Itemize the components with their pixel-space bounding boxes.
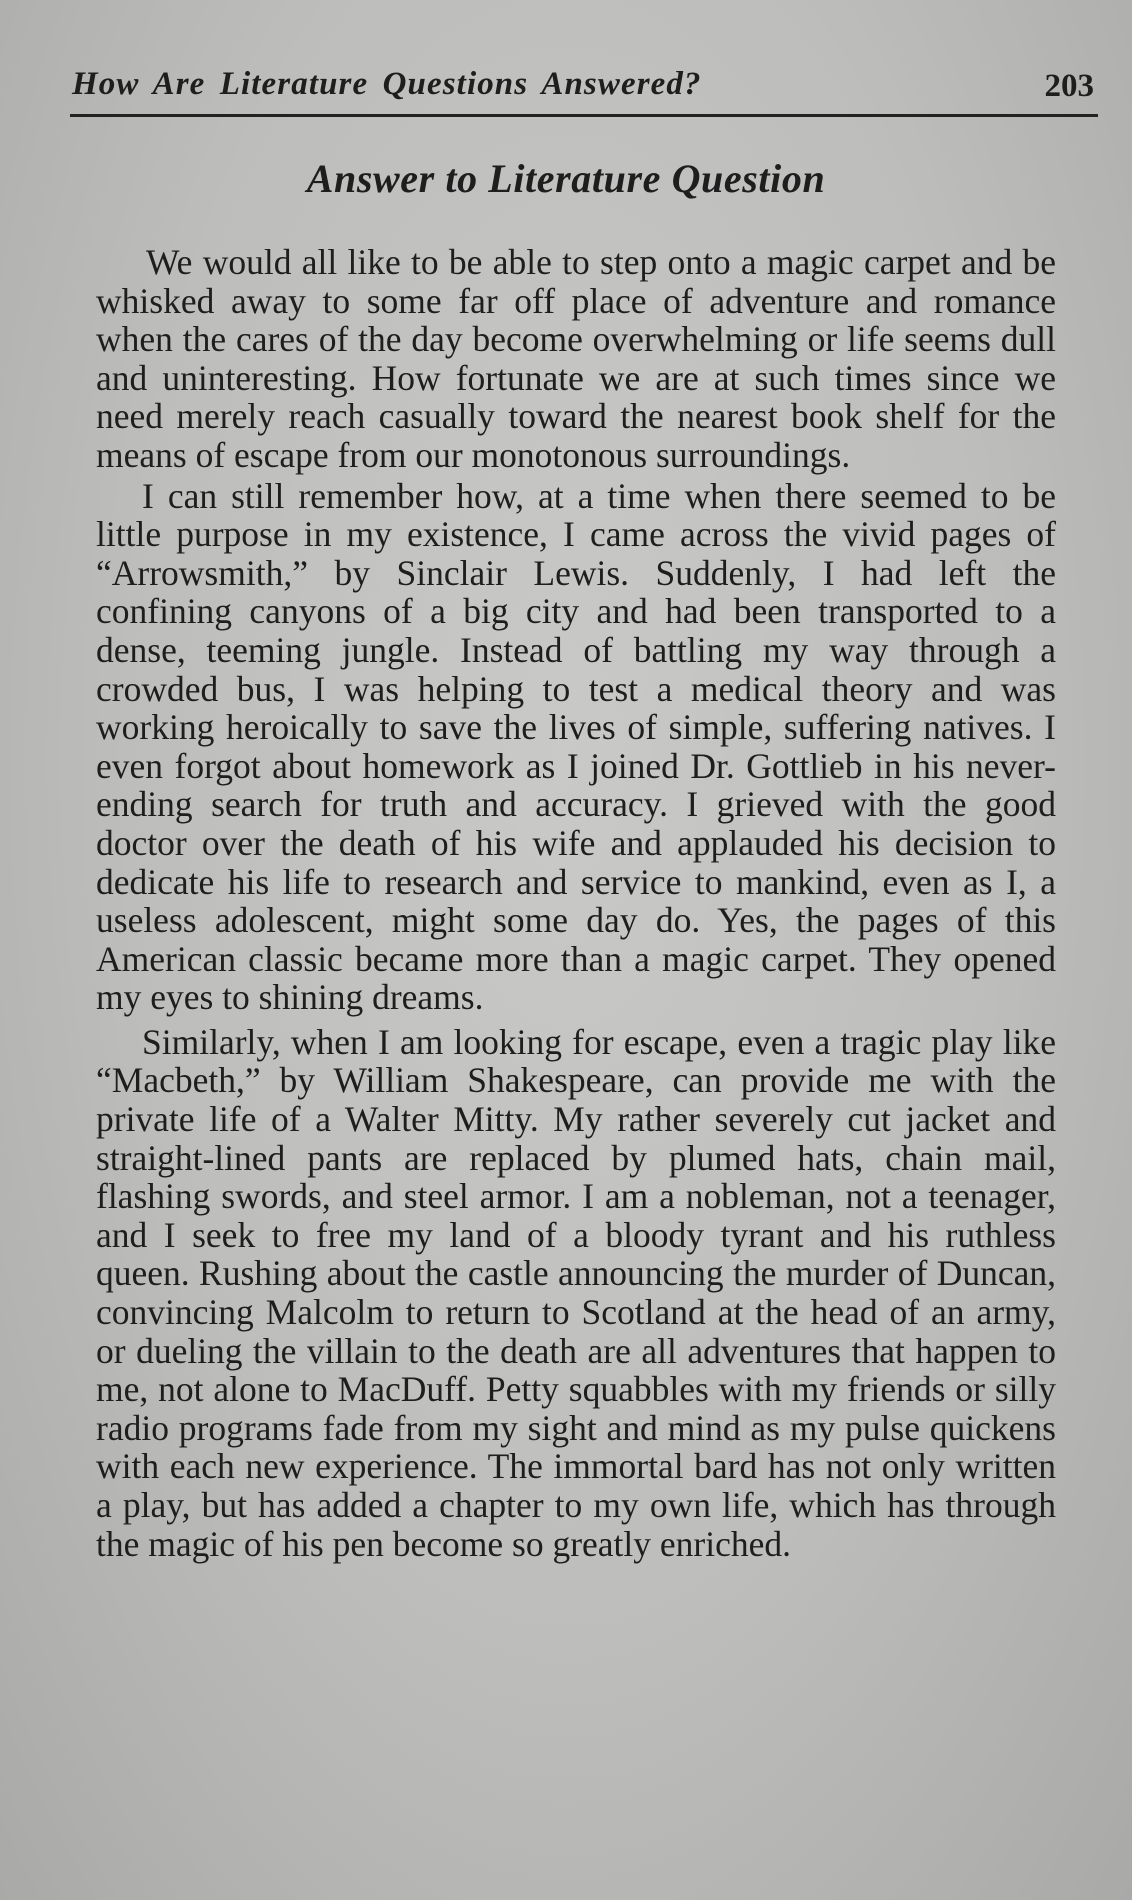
page-number: 203	[1044, 68, 1094, 104]
paragraph-2: I can still remember how, at a time when there seemed to be little purpose in my existence, I came across the vivid pages of “Arrowsmith,” by Sinclair Lewis. Suddenly, I had left the confining canyons of a big city and had been transported to a dense, teeming jungle. Instead of battling my way through a crowded bus, I was helping to test a medical theory and was working heroically to save the lives of simple, suffering natives. I even forgot about homework as I joined Dr. Gottlieb in his never-ending search for truth and accuracy. I grieved with the good doctor over the death of his wife and applauded his decision to dedicate his life to research and service to mankind, even as I, a useless adolescent, might some day do. Yes, the pages of this American classic became more than a magic carpet. They opened my eyes to shining dreams.	[96, 475, 1056, 1018]
paragraph-3: Similarly, when I am looking for escape, even a tragic play like “Macbeth,” by William Shakespeare, can provide me with the private life of a Walter Mitty. My rather severely cut jacket and straight-lined pants are replaced by plumed hats, chain mail, flashing swords, and steel armor. I am a nobleman, not a teenager, and I seek to free my land of a bloody tyrant and his ruthless queen. Rushing about the castle announcing the murder of Duncan, convincing Malcolm to return to Scotland at the head of an army, or dueling the villain to the death are all adventures that happen to me, not alone to MacDuff. Petty squabbles with my friends or silly radio programs fade from my sight and mind as my pulse quickens with each new experience. The immortal bard has not only written a play, but has added a chapter to my own life, which has through the magic of his pen become so greatly enriched.	[96, 1021, 1056, 1564]
section-title: Answer to Literature Question	[306, 156, 826, 201]
body-text	[96, 243, 1056, 1563]
running-title: How Are Literature Questions Answered?	[72, 66, 702, 102]
running-head	[70, 62, 1098, 117]
paragraph-1: We would all like to be able to step onto a magic carpet and be whisked away to some far off place of adventure and romance when the cares of the day become overwhelming or life seems dull and uninteresting. How fortunate we are at such times since we need merely reach casually toward the nearest book shelf for the means of escape from our monotonous surroundings.	[96, 242, 1056, 475]
